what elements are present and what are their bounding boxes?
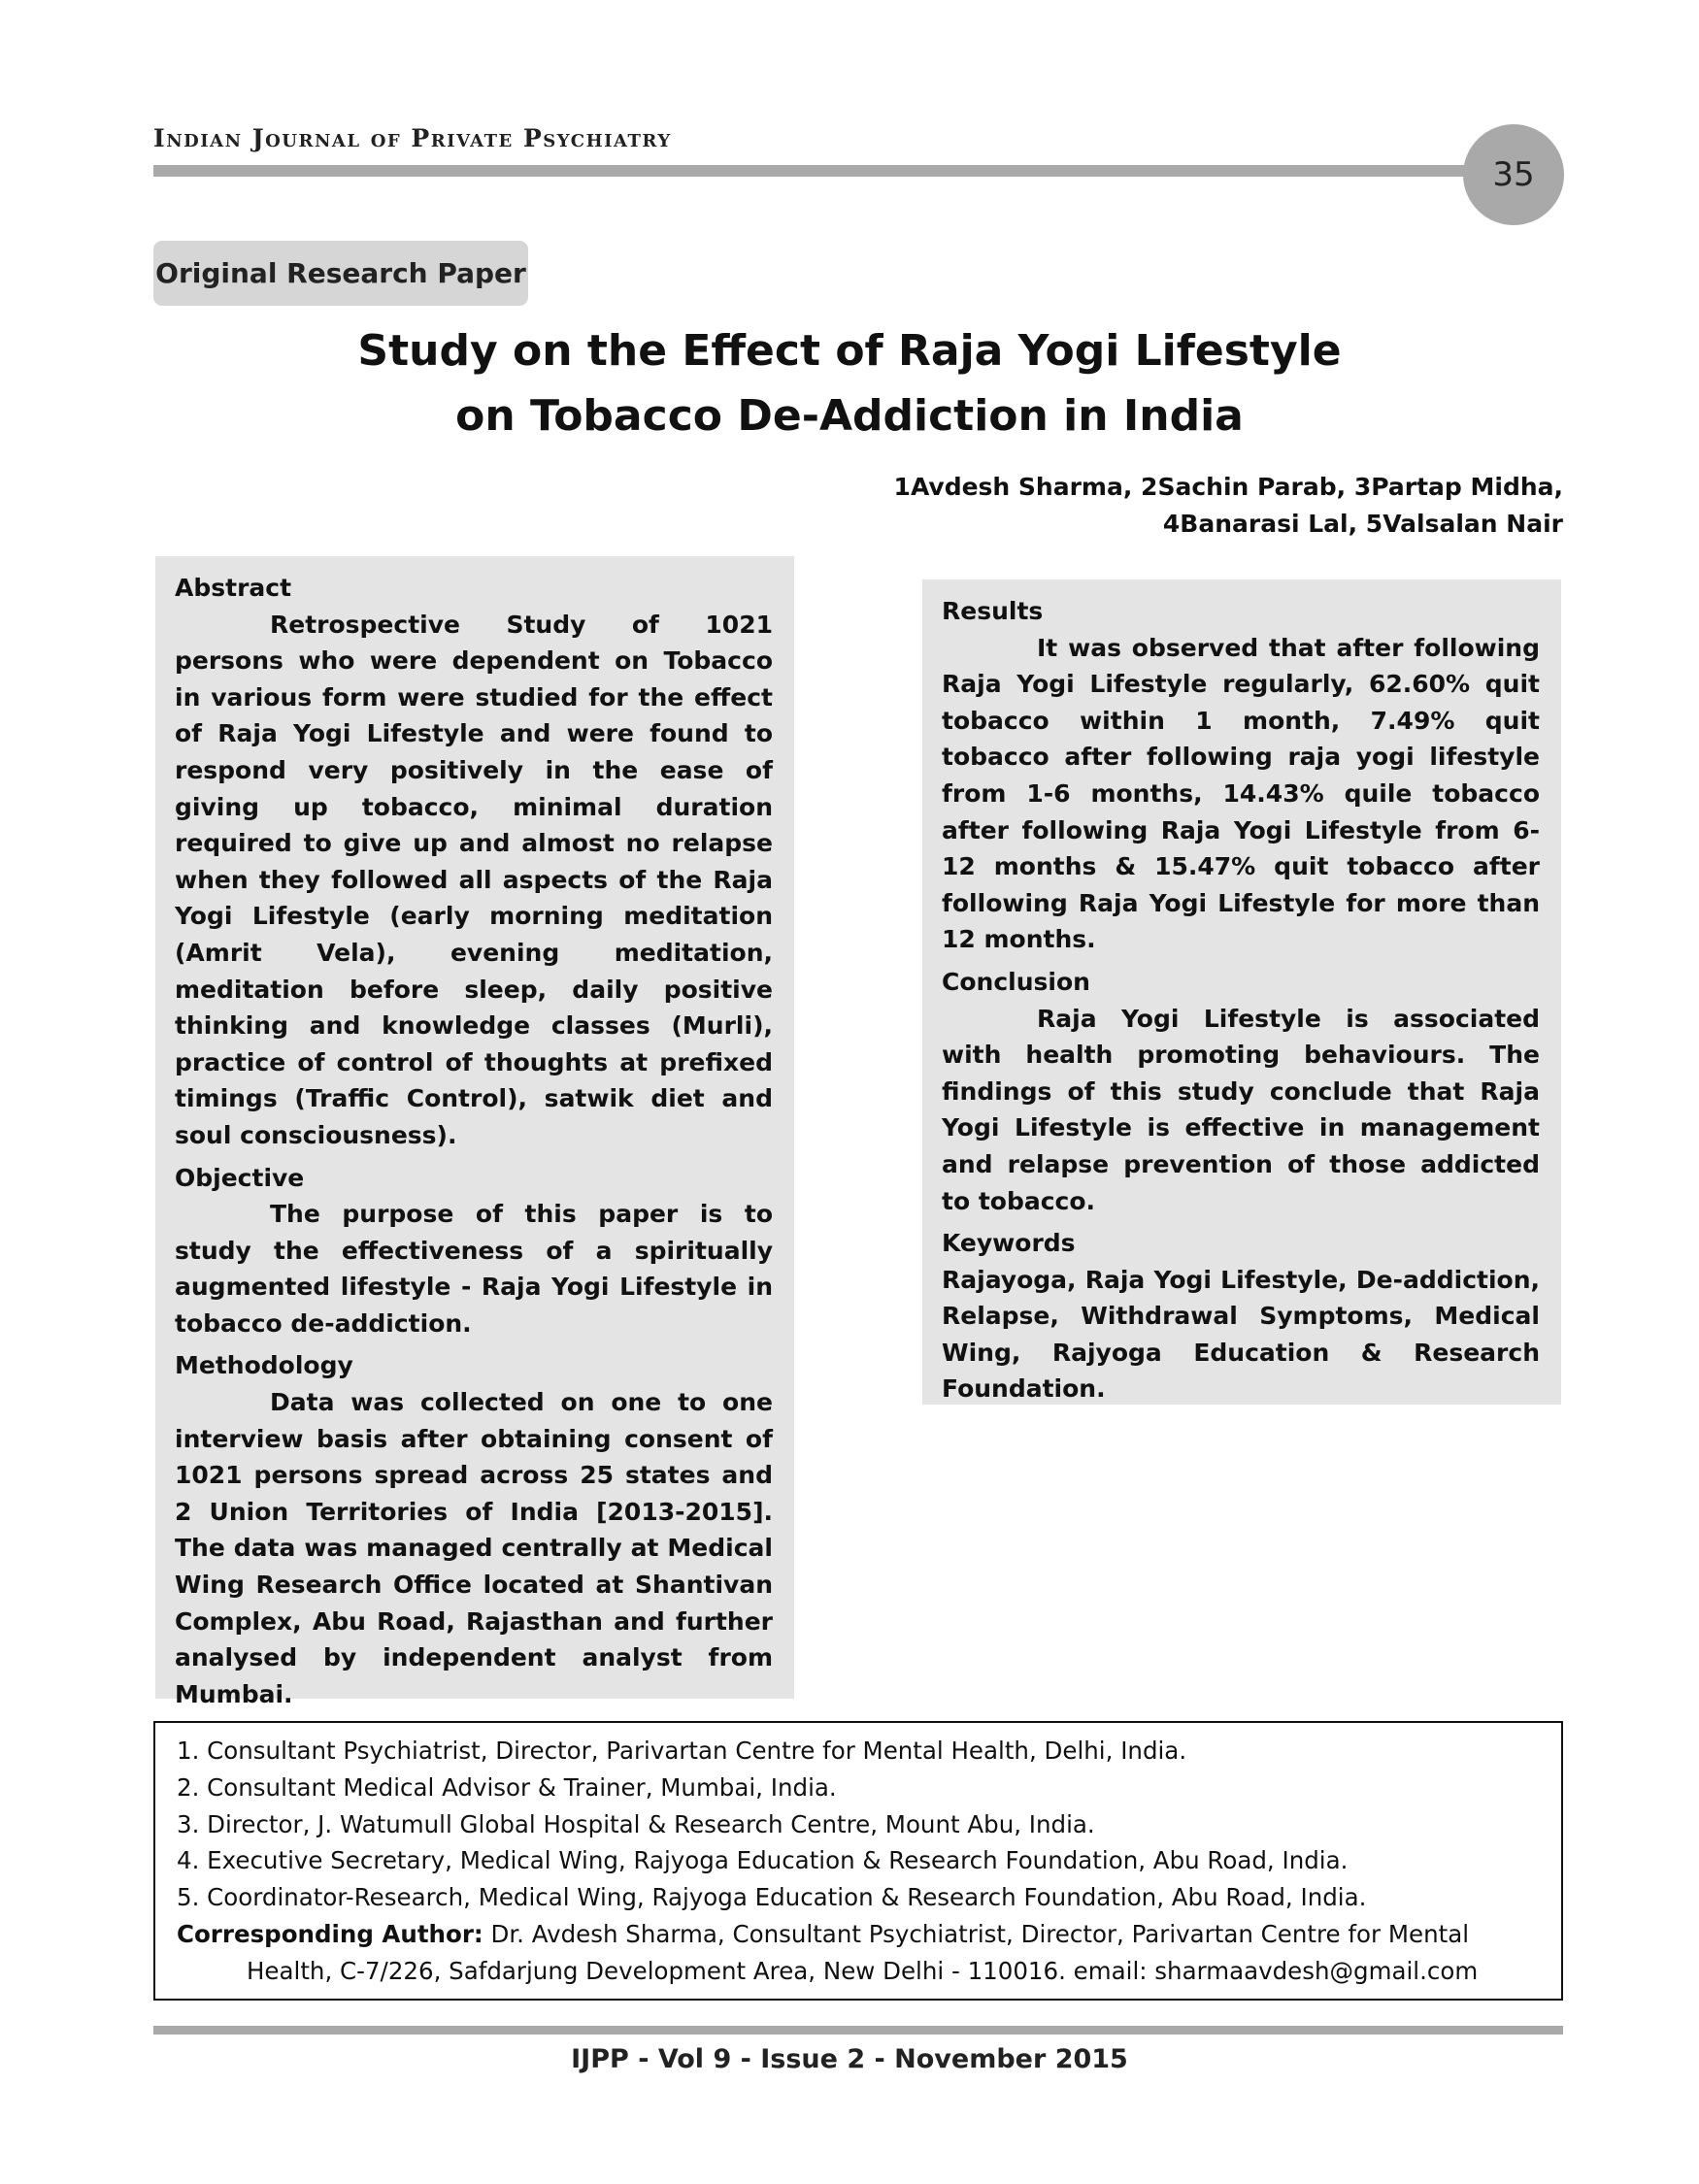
journal-title: Indian Journal of Private Psychiatry <box>153 124 672 152</box>
results-heading: Results <box>942 597 1044 625</box>
corresponding-author <box>177 1916 1548 1990</box>
methodology-text: Data was collected on one to one interview basis after obtaining consent of 1021 persons spread across 25 states and 2 Union Territories of India [2013-2015]. The data was managed centrally at Medical Wing Research Office located at Shantivan Complex, Abu Road, Rajasthan and further analysed by independent analyst from Mumbai. <box>175 1388 773 1708</box>
affiliation-5: 5. Coordinator-Research, Medical Wing, Rajyoga Education & Research Foundation, Abu Road, India. <box>177 1883 1367 1912</box>
affiliation-4: 4. Executive Secretary, Medical Wing, Rajyoga Education & Research Foundation, Abu Road, India. <box>177 1846 1349 1875</box>
conclusion-heading: Conclusion <box>942 967 1090 996</box>
keywords-heading: Keywords <box>942 1229 1076 1258</box>
footer-citation: IJPP - Vol 9 - Issue 2 - November 2015 <box>571 2044 1128 2074</box>
results-box <box>922 579 1561 1405</box>
affiliation-1: 1. Consultant Psychiatrist, Director, Parivartan Centre for Mental Health, Delhi, India. <box>177 1737 1187 1765</box>
author-list <box>689 469 1563 543</box>
affiliation-3: 3. Director, J. Watumull Global Hospital & Research Centre, Mount Abu, India. <box>177 1809 1095 1838</box>
paper-type-badge: Original Research Paper <box>153 241 528 306</box>
page-number: 35 <box>1463 124 1564 225</box>
abstract-text: Retrospective Study of 1021 persons who were dependent on Tobacco in various form were studied for the effect of Raja Yogi Lifestyle and were found to respond very positively in the ease of giving up tobacco, minimal duration required to give up and almost no relapse when they followed all aspects of the Raja Yogi Lifestyle (early morning meditation (Amrit Vela), evening meditation, meditation before sleep, daily positive thinking and knowledge classes (Murli), practice of control of thoughts at prefixed timings (Traffic Control), satwik diet and soul consciousness). <box>175 610 773 1149</box>
results-text: It was observed that after following Raja Yogi Lifestyle regularly, 62.60% quit tobacco within 1 month, 7.49% quit tobacco after following raja yogi lifestyle from 1-6 months, 14.43% quile tobacco after following Raja Yogi Lifestyle from 6-12 months & 15.47% quit tobacco after following Raja Yogi Lifestyle for more than 12 months. <box>942 633 1540 954</box>
authors-line-1: 1Avdesh Sharma, 2Sachin Parab, 3Partap Midha, <box>893 473 1563 501</box>
corresponding-author-text: Dr. Avdesh Sharma, Consultant Psychiatrist, Director, Parivartan Centre for Mental Health, C-7/226, Safdarjung Development Area, New Delhi - 110016. email: sharmaavdesh@gmail.com <box>247 1919 1479 1985</box>
paper-title <box>291 318 1408 448</box>
title-line-2: on Tobacco De-Addiction in India <box>455 391 1244 441</box>
authors-line-2: 4Banarasi Lal, 5Valsalan Nair <box>1162 510 1563 538</box>
abstract-box <box>155 556 794 1708</box>
objective-text: The purpose of this paper is to study the effectiveness of a spiritually augmented lifestyle - Raja Yogi Lifestyle in tobacco de-addiction. <box>175 1200 773 1338</box>
conclusion-text: Raja Yogi Lifestyle is associated with health promoting behaviours. The findings of this study conclude that Raja Yogi Lifestyle is effective in management and relapse prevention of those addicted to tobacco. <box>942 1004 1540 1215</box>
objective-heading: Objective <box>175 1163 305 1192</box>
keywords-text: Rajayoga, Raja Yogi Lifestyle, De-addiction, Relapse, Withdrawal Symptoms, Medical Wing, Rajyoga Education & Research Foundation. <box>942 1265 1540 1404</box>
affiliations-box <box>153 1721 1563 2001</box>
title-line-1: Study on the Effect of Raja Yogi Lifestyle <box>357 326 1342 376</box>
header-rule <box>153 165 1508 177</box>
affiliation-2: 2. Consultant Medical Advisor & Trainer, Mumbai, India. <box>177 1772 837 1802</box>
footer-rule <box>153 2026 1563 2035</box>
abstract-heading: Abstract <box>175 574 292 602</box>
methodology-heading: Methodology <box>175 1351 353 1380</box>
corresponding-author-label: Corresponding Author: <box>177 1919 483 1948</box>
